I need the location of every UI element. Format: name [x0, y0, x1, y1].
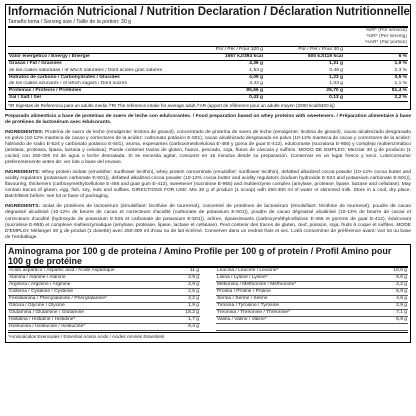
nutrient-label: Grasas / Fat / Graisses: [8, 61, 184, 68]
amino-name: Prolina / Proline / Proline: [216, 288, 364, 295]
nutrient-label: de las cuales saturadas / of which saturates / Dont acides gras saturés: [9, 67, 163, 73]
nutrient-per30: 25,70 g: [264, 87, 344, 94]
amino-footnote: *Aminoácidos Esenciales / Essential Amino Acids / Acides Aminés Essentiels: [8, 332, 408, 340]
nutrition-table: [8, 28, 408, 101]
nutrient-per30: 0,46 g: [329, 67, 343, 73]
nutrient-per100: 4,09 g: [184, 74, 264, 81]
nutrient-label: de los cuales azúcares / of which sugars / Dont sucres: [9, 80, 127, 86]
amino-name: Arginina / Arginine / Arginine: [8, 281, 156, 288]
nutrition-row: [8, 54, 408, 61]
amino-value: 10,6 g: [364, 268, 408, 275]
nutrient-per100: 1,53 g: [249, 67, 263, 73]
nutrient-pct: 0,5 %: [344, 74, 408, 81]
amino-row: [8, 309, 408, 316]
ingredients-text: Whey protein isolate (emulsifier: sunflower lecithin), whey protein concentrate (emulsifier: sunflower lecithin), defatted alkalized cocoa powder (10-12% cocoa butter and acidity regulators (potassium carbonate E-501)), defatted alkalized cocoa powder (10-12% cocoa butter and acidity regulators (sodium hydroxide E-524 and potassium carbonate E-501)), flavouring, thickeners (carboxymethylcellulose E-466 and guar gum E-412), sweetener (sucralose E-955) and multienzyme complex (amylase, protease, lipase, lactase and cellulase). May contain traces of gluten, egg, fish, soy, nuts and sulfites. DIRECTIONS FOR USE: Mix 30 g of product (1 scoop) with 250-300 ml of water or skimmed milk. Store in a cool, dry place. Batch/Best before: see lot or base of packaging.: [5, 170, 411, 200]
nutrition-row: [8, 61, 408, 68]
ingredients-en: [5, 170, 411, 200]
amino-row: [8, 295, 408, 302]
amino-value: 5,9 g: [364, 316, 408, 323]
amino-name: Treonina / Threonine / Thréonine*: [216, 309, 364, 316]
nutrient-per100: 85,66 g: [184, 87, 264, 94]
amino-title: Aminograma por 100 g de proteína / Amino Profile per 100 g of protein / Profil Amino pour 100 g de protéine: [8, 246, 408, 268]
nutrient-label: Valor energético / Energy / Énergie: [8, 54, 184, 61]
description-text: Preparado alimenticio a base de proteínas de suero de leche con edulcorantes. / Food preparation based on whey proteins with sweeteners. / Préparation alimentaire à base de protéines de lactosérum avec édulcorants.: [5, 113, 411, 125]
nutrient-per30: 0,13 g: [264, 94, 344, 101]
nutrition-row: [8, 68, 408, 75]
nutrition-title: Información Nutricional / Nutrition Declaration / Déclaration Nutritionnelle: [8, 6, 410, 18]
pct-header: %AR* (Par portion): [365, 40, 407, 46]
amino-name: Glutamina / Glutamine / Glutamine: [8, 309, 156, 316]
amino-value: 11 g: [156, 268, 200, 275]
amino-name: Alanina / Alanine / Alanine: [8, 274, 156, 281]
nutrient-pct: 2,2 %: [344, 94, 408, 101]
amino-value: 4,8 g: [364, 295, 408, 302]
nutrient-pct: 51,4 %: [344, 87, 408, 94]
amino-value: 1,9 g: [156, 302, 200, 309]
nutrient-label: Sal / Salt / Sel: [8, 94, 184, 101]
nutrient-per30: 1,03 g: [329, 80, 343, 86]
amino-name: Isoleucina / Isoleucine / Isoleucine*: [8, 323, 156, 330]
amino-value: 2,2 g: [364, 281, 408, 288]
nutrient-pct: 1,9 %: [344, 61, 408, 68]
amino-value: 7,1 g: [364, 309, 408, 316]
nutrient-per30: 1,31 g: [264, 61, 344, 68]
nutrient-per100: 4,36 g: [184, 61, 264, 68]
nutrient-label: Hidratos de carbono / Carbohydrates / Glucides: [8, 74, 184, 81]
amino-name: Lisina / Lysine / Lysine*: [216, 274, 364, 281]
amino-value: 9,6 g: [364, 274, 408, 281]
nutrition-row: [8, 87, 408, 94]
amino-value: 4,9 g: [156, 274, 200, 281]
amino-row: [8, 302, 408, 309]
pct-header: %IR* (Per serving): [366, 34, 407, 40]
amino-value: 1,7 g: [156, 316, 200, 323]
nutrient-per100: 0,43 g: [184, 94, 264, 101]
amino-name: Leucina / Leucine / Leucine*: [216, 268, 364, 275]
nutrition-footnote: *IR Ingestas de Referencia para un adulto medio /*RI The reference intake for average adult /*AR (apport de référence pour un adulte moyen (2000 kcal/8400 kj): [8, 101, 408, 109]
amino-name: Tirosina / Tyrosine / Tyrosine: [216, 302, 364, 309]
nutrient-per30: 1,23 g: [264, 74, 344, 81]
amino-row: [8, 288, 408, 295]
amino-name: Valina / Valine / Valine*: [216, 316, 364, 323]
ingredients-lead: INGRÉDIENTS:: [5, 204, 41, 210]
amino-value: 6,4 g: [156, 323, 200, 330]
amino-panel: [5, 244, 411, 343]
nutrient-label: Proteínas / Proteins / Protéines: [8, 87, 184, 94]
amino-name: Serina / Serine / Sérine: [216, 295, 364, 302]
amino-name: Cisteína / Cysteine / Cystéine: [8, 288, 156, 295]
product-description: [5, 114, 411, 126]
amino-value: 2,9 g: [156, 281, 200, 288]
nutrition-row: [8, 94, 408, 101]
col-header-30g: Por / Per / Pour 30 g: [264, 47, 344, 54]
nutrient-pct: 6 %: [344, 54, 408, 61]
ingredients-lead: INGREDIENTES:: [5, 129, 44, 135]
amino-value: 18,2 g: [156, 309, 200, 316]
amino-name: Glicina / Glycine / Glycine: [8, 302, 156, 309]
pct-header: %IR* (Por servicio): [365, 28, 407, 33]
amino-row: [8, 281, 408, 288]
nutrition-row: [8, 74, 408, 81]
nutrient-per100: 1667 kJ/394 kcal: [184, 54, 264, 61]
nutrient-per100: 3,42 g: [249, 80, 263, 86]
serving-size: Tamaño toma / Serving size / Taille de la portion: 30 g: [8, 19, 408, 28]
amino-value: 2,5 g: [156, 288, 200, 295]
ingredients-lead: INGREDIENTS:: [5, 170, 41, 176]
amino-value: 5,9 g: [364, 288, 408, 295]
nutrient-pct: 2,3 %: [394, 67, 407, 73]
ingredients-text: Proteína de suero de leche (emulgente: lecitina de girasol), concentrado de proteína de suero de leche (emulgente: lecitina de girasol), cacao alcalinizado desgrasado en polvo (10-12% manteca de cacao y correctores de la acidez: carbonato potásico E-501), cacao alcalinizado desgrasado en polvo (10-12% manteca de cacao y correctores de la acidez: hidróxido de sodio E-524 y carbonato potásico E-501), aroma, espesantes (carboximetilcelulosa E-466 y goma de guar E-412), edulcorante (sucralosa E-955) y complejo multienzimático (amilasa, proteasa, lipasa, lactasa y celulasa). Puede contener trazas de gluten, huevo, pescado, soja, frutos de cáscara y sulfitos. MODO DE EMPLEO: Mezclar 30 g de producto (1 cacito) con 250-300 ml de agua o leche desnatada. Si se necesita agitar, consumir en 15 minutos desde su preparación. Conservar en un lugar fresco y seco. Lote/consumir preferentemente antes de: ver lote o base del envase.: [5, 129, 411, 166]
ingredients-text: Isolat de protéines de lactosérum (émulsifiant: lécithine de tournesol), concentré de protéines de lactosérum (émulsifiant: lécithine de tournesol), poudre de cacao dégraissé alcalinisé (10-12% de beurre de cacao et correcteurs d'acidité (carbonate de potassium E-501)), poudre de cacao dégraissé alcalinisé (10-12% de beurre de cacao et correcteurs d'acidité (hydroxyde de potassium E-525 et carbonate de potassium E-501)), arôme, épaississants (carboxyméthylcellulose E-466 et gomme de guar E-412), édulcorant (sucralose E-955) et complexe multienzymatique (amylase, protéase, lipase, lactase et cellulase). Peut contenir des traces de gluten, œuf, poisson, soja, fruits à coque et sulfites. MODE D'EMPLOI: Mélanger 30 g de produit (1 dosette) avec 250-300 ml d'eau ou de lait écrémé. Conserver dans un endroit frais et sec. Lot/à consommer de préférence avant: voir lot ou base de l'emballage.: [5, 204, 411, 240]
amino-value: 3,2 g: [156, 295, 200, 302]
col-header-100g: Por / Per / Pour 100 g: [184, 47, 264, 54]
nutrition-panel: [5, 4, 411, 110]
amino-table: [8, 268, 408, 331]
amino-row: [8, 323, 408, 330]
amino-row: [8, 274, 408, 281]
amino-name: Histidina / Histidine / Histidine*: [8, 316, 156, 323]
nutrition-row: [8, 81, 408, 88]
nutrient-pct: 1,1 %: [394, 80, 407, 86]
amino-value: 2,9 g: [364, 302, 408, 309]
amino-name: Fenilalanina / Phenylalanine / Phénylalanine*: [8, 295, 156, 302]
ingredients-fr: [5, 204, 411, 240]
nutrient-per30: 500 kJ/119 kcal: [264, 54, 344, 61]
amino-name: Ácido aspártico / Aspartic acid / Acide Aspartique: [8, 268, 156, 275]
amino-name: Metionina / Methionine / Méthionine*: [216, 281, 364, 288]
amino-row: [8, 316, 408, 323]
ingredients-es: [5, 130, 411, 166]
